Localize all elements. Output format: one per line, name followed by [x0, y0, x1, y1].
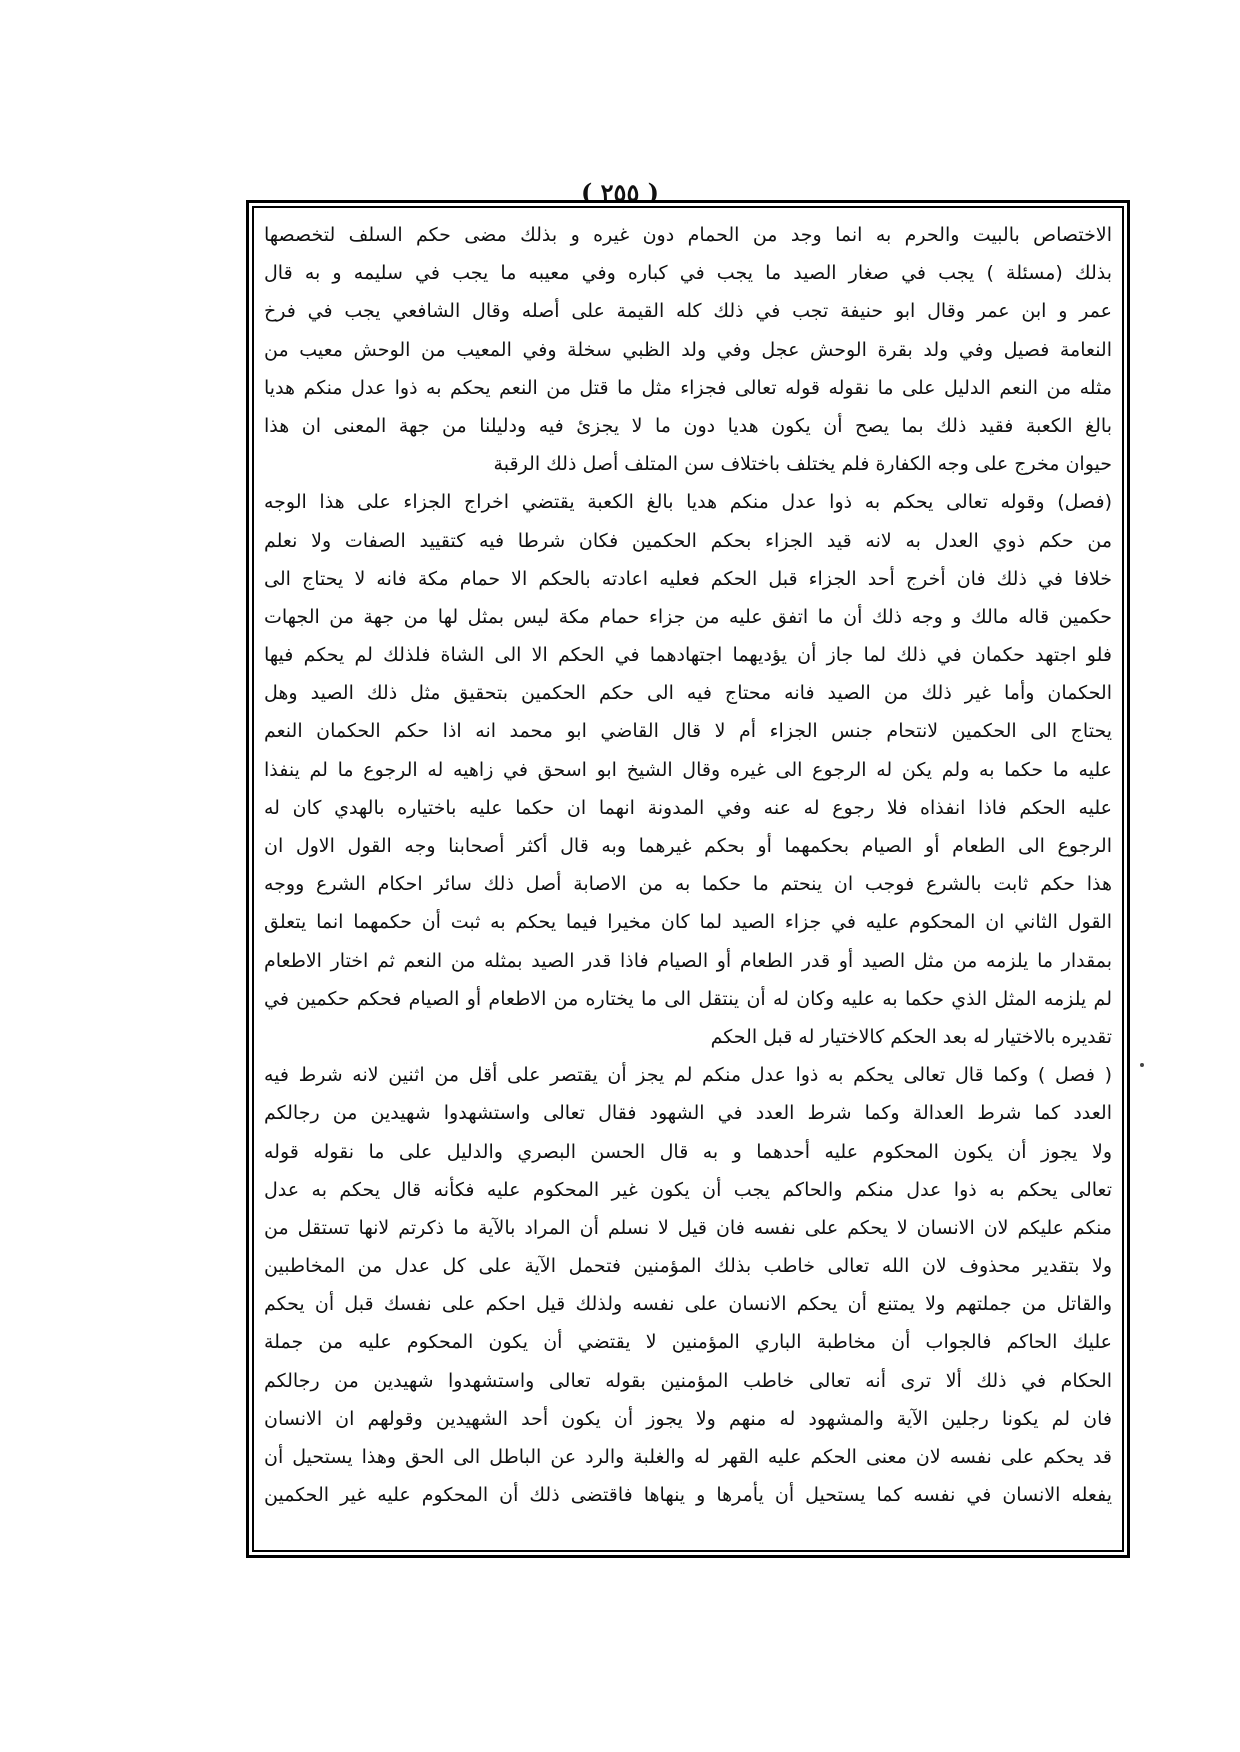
text-line: القول الثاني ان المحكوم عليه في جزاء الصيد لما كان مخيرا فيما يحكم به ثبت أن حكمهما انما يتعلق: [264, 911, 1112, 934]
text-line: الاختصاص بالبيت والحرم به انما وجد من الحمام دون غيره و بذلك مضى حكم السلف لتخصصها: [264, 224, 1112, 246]
margin-mark: [1140, 1063, 1144, 1067]
text-line: تعالى يحكم به ذوا عدل منكم والحاكم يجب أن يكون غير المحكوم عليه فكأنه قال يحكم به عدل: [264, 1178, 1112, 1201]
text-line: (فصل) وقوله تعالى يحكم به ذوا عدل منكم هديا بالغ الكعبة يقتضي اخراج الجزاء على هذا الوجه: [264, 491, 1112, 514]
text-line: بالغ الكعبة فقيد ذلك بما يصح أن يكون هديا دون ما لا يجزئ فيه ودليلنا من جهة المعنى ان هذا: [264, 414, 1112, 437]
text-line: يفعله الانسان في نفسه كما يستحيل أن يأمرها و ينهاها فاقتضى ذلك أن المحكوم عليه غير الحكمين: [264, 1484, 1112, 1507]
text-line: عليه ما حكما به ولم يكن له الرجوع الى غيره وقال الشيخ ابو اسحق في زاهيه له الرجوع ما لم ينفذا: [264, 758, 1112, 781]
text-body: [264, 216, 1112, 1542]
text-line: ولا بتقدير محذوف لان الله تعالى خاطب بذلك المؤمنين فتحمل الآية على كل عدل من المخاطبين: [264, 1255, 1112, 1278]
text-line: فان لم يكونا رجلين الآية والمشهود له منهم ولا يجوز أن يكون أحد الشهيدين وقولهم ان الانسان: [264, 1407, 1112, 1430]
text-line: مثله من النعم الدليل على ما نقوله قوله تعالى فجزاء مثل ما قتل من النعم يحكم به ذوا عدل منكم هديا: [264, 376, 1112, 399]
text-line: الحكام في ذلك ألا ترى أنه تعالى خاطب المؤمنين بقوله تعالى واستشهدوا شهيدين من رجالكم: [264, 1369, 1112, 1392]
text-line: حكمين قاله مالك و وجه ذلك أن ما اتفق عليه من جزاء حمام مكة ليس بمثل لها من جهة من الجهات: [264, 605, 1112, 628]
text-line: هذا حكم ثابت بالشرع فوجب ان ينحتم ما حكما به من الاصابة أصل ذلك سائر احكام الشرع ووجه: [264, 873, 1112, 896]
text-line: والقاتل من جملتهم ولا يمتنع أن يحكم الانسان على نفسه ولذلك قيل احكم على نفسك قبل أن يحكم: [264, 1293, 1112, 1316]
text-line: عليه الحكم فاذا انفذاه فلا رجوع له عنه وفي المدونة انهما ان حكما عليه باختياره بالهدي كان له: [264, 796, 1112, 819]
text-line: العدد كما شرط العدالة وكما شرط العدد في الشهود فقال تعالى واستشهدوا شهيدين من رجالكم: [264, 1102, 1112, 1125]
text-line: فلو اجتهد حكمان في ذلك لما جاز أن يؤديهما اجتهادهما في الحكم الا الى الشاة فلذلك لم يحكم فيها: [264, 644, 1112, 667]
text-line: الحكمان وأما غير ذلك من الصيد فانه محتاج فيه الى حكم الحكمين بتحقيق مثل ذلك الصيد وهل: [264, 682, 1112, 705]
text-line: عليك الحاكم فالجواب أن مخاطبة الباري المؤمنين لا يقتضي أن يكون المحكوم عليه من جملة: [264, 1331, 1112, 1354]
text-line: النعامة فصيل وفي ولد بقرة الوحش عجل وفي ولد الظبي سخلة وفي المعيب من الوحش معيب من: [264, 338, 1112, 361]
text-line: لم يلزمه المثل الذي حكما به عليه وكان له أن ينتقل الى ما يختاره من الاطعام أو الصيام فحكم حكمين في: [264, 987, 1112, 1010]
text-line: منكم عليكم لان الانسان لا يحكم على نفسه فان قيل لا نسلم أن المراد بالآية ما ذكرتم لانها تستقل من: [264, 1216, 1112, 1239]
text-line: حيوان مخرج على وجه الكفارة فلم يختلف باختلاف سن المتلف أصل ذلك الرقبة: [493, 453, 1112, 476]
text-line: الرجوع الى الطعام أو الصيام بحكمهما أو بحكم غيرهما وبه قال أكثر أصحابنا وجه القول الاول ان: [264, 835, 1112, 857]
text-line: بمقدار ما يلزمه من مثل الصيد أو قدر الطعام أو الصيام فاذا قدر الصيد بمثله من النعم ثم اختار الاطعام: [264, 949, 1112, 972]
text-line: خلافا في ذلك فان أخرج أحد الجزاء قبل الحكم فعليه اعادته بالحكم الا حمام مكة فانه لا يحتاج الى: [264, 567, 1112, 590]
page-number: ( ٢٥٥ ): [580, 178, 660, 207]
text-line: من حكم ذوي العدل به لانه قيد الجزاء بحكم الحكمين فكان شرطا فيه كتقييد الصفات ولا نعلم: [264, 529, 1112, 552]
text-line: ولا يجوز أن يكون المحكوم عليه أحدهما و به قال الحسن البصري والدليل على ما نقوله قوله: [264, 1140, 1112, 1163]
text-frame: [252, 206, 1124, 1552]
text-line: تقديره بالاختيار له بعد الحكم كالاختيار له قبل الحكم: [710, 1025, 1112, 1048]
text-line: قد يحكم على نفسه لان معنى الحكم عليه القهر له والغلبة والرد عن الباطل الى الحق وهذا يستحيل أن: [264, 1446, 1112, 1468]
text-line: عمر و ابن عمر وقال ابو حنيفة تجب في ذلك كله القيمة على أصله وقال الشافعي يجب في فرخ: [264, 300, 1112, 323]
text-line: يحتاج الى الحكمين لانتحام جنس الجزاء أم لا قال القاضي ابو محمد انه اذا حكم الحكمان النعم: [264, 720, 1112, 743]
text-line: بذلك (مسئلة ) يجب في صغار الصيد ما يجب في كباره وفي معيبه ما يجب في سليمه و به قال: [264, 262, 1112, 285]
text-line: ( فصل ) وكما قال تعالى يحكم به ذوا عدل منكم لم يجز أن يقتصر على أقل من اثنين لانه شرط فيه: [264, 1064, 1112, 1087]
